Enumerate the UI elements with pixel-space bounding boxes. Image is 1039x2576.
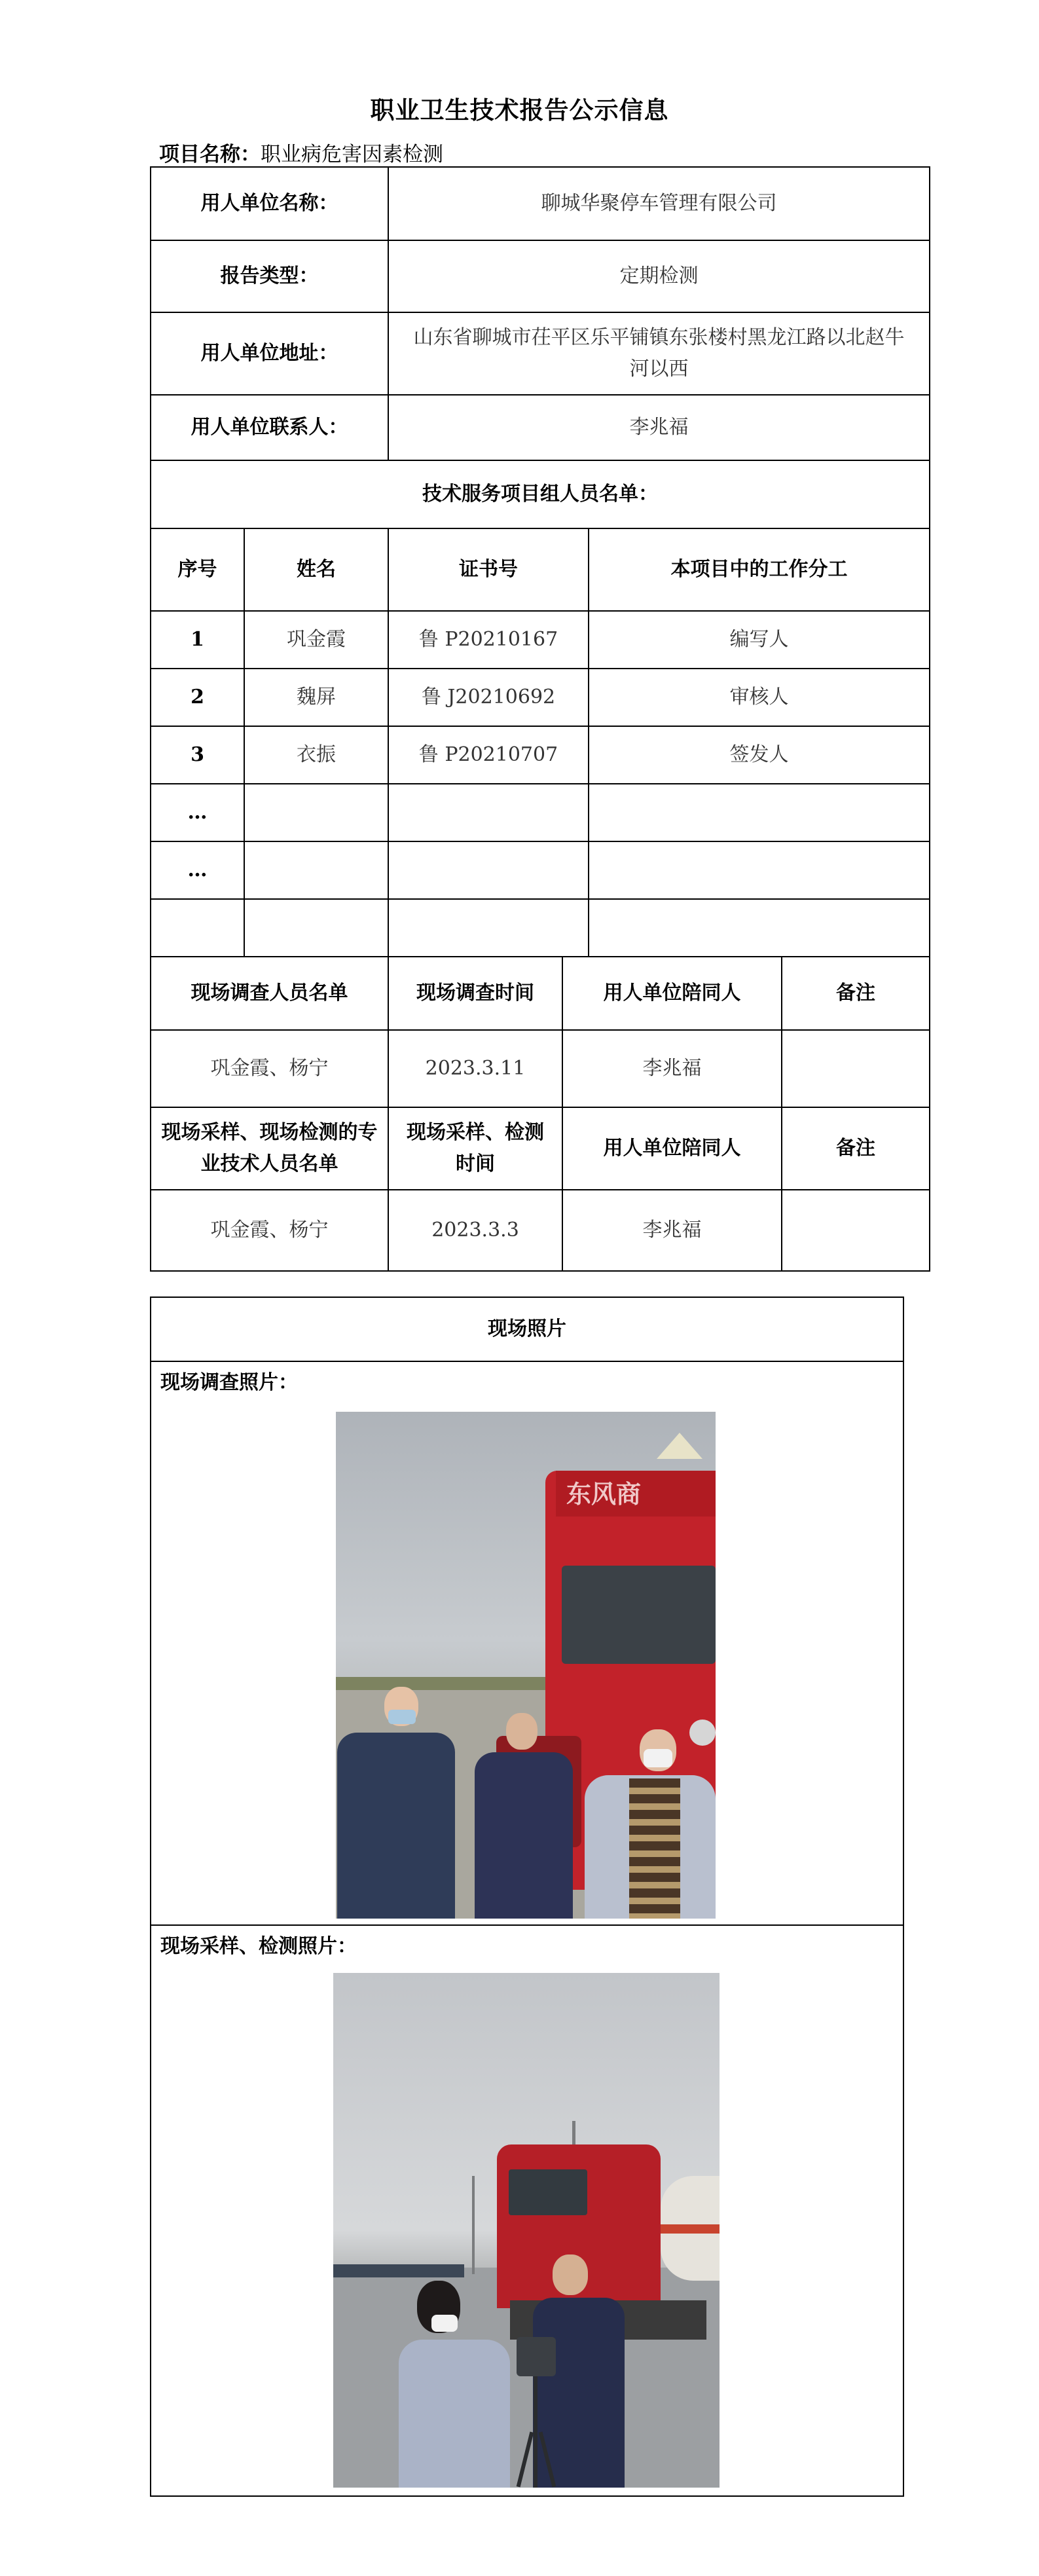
survey-staff-value: 巩金霞、杨宁 [151, 1030, 388, 1107]
sampling-note-value [782, 1190, 930, 1271]
team-row-cert [388, 841, 589, 899]
survey-note-value [782, 1030, 930, 1107]
team-row-no: … [151, 841, 244, 899]
team-row-cert: 鲁 J20210692 [388, 669, 589, 726]
sampling-escort-value: 李兆福 [562, 1190, 782, 1271]
team-row-no: … [151, 784, 244, 841]
team-row-name [244, 841, 388, 899]
project-value: 职业病危害因素检测 [261, 143, 443, 166]
employer-name-value: 聊城华聚停车管理有限公司 [388, 167, 930, 240]
sampling-col-time: 现场采样、检测时间 [388, 1107, 562, 1190]
survey-time-value: 2023.3.11 [388, 1030, 562, 1107]
report-type-label: 报告类型： [151, 240, 388, 312]
team-row-no: 2 [151, 669, 244, 726]
employer-contact-value: 李兆福 [388, 395, 930, 460]
survey-photo-label: 现场调查照片： [160, 1371, 298, 1394]
project-line [159, 138, 443, 167]
report-info-table [150, 166, 930, 1272]
table-row [151, 669, 930, 726]
employer-address-label: 用人单位地址： [151, 312, 388, 395]
team-row-role [589, 784, 930, 841]
table-row [151, 899, 930, 957]
team-row-no: 3 [151, 726, 244, 784]
table-row [151, 841, 930, 899]
team-row-name [244, 899, 388, 957]
sampling-col-staff: 现场采样、现场检测的专业技术人员名单 [151, 1107, 388, 1190]
report-type-value: 定期检测 [388, 240, 930, 312]
employer-name-label: 用人单位名称： [151, 167, 388, 240]
team-row-role: 编写人 [589, 611, 930, 669]
project-label: 项目名称： [159, 143, 261, 166]
table-row [151, 784, 930, 841]
team-row-name [244, 784, 388, 841]
survey-col-escort: 用人单位陪同人 [562, 957, 782, 1030]
survey-col-staff: 现场调查人员名单 [151, 957, 388, 1030]
team-heading: 技术服务项目组人员名单： [151, 460, 930, 528]
survey-col-note: 备注 [782, 957, 930, 1030]
survey-col-time: 现场调查时间 [388, 957, 562, 1030]
team-col-no: 序号 [151, 528, 244, 611]
team-row-no [151, 899, 244, 957]
sampling-photo-label: 现场采样、检测照片： [160, 1935, 357, 1958]
team-row-cert [388, 899, 589, 957]
team-row-cert: 鲁 P20210707 [388, 726, 589, 784]
team-row-role: 签发人 [589, 726, 930, 784]
team-row-role [589, 899, 930, 957]
employer-contact-label: 用人单位联系人： [151, 395, 388, 460]
team-row-no: 1 [151, 611, 244, 669]
team-row-name: 魏屏 [244, 669, 388, 726]
table-row [151, 611, 930, 669]
sampling-time-value: 2023.3.3 [388, 1190, 562, 1271]
sampling-col-escort: 用人单位陪同人 [562, 1107, 782, 1190]
employer-address-value: 山东省聊城市茌平区乐平铺镇东张楼村黑龙江路以北赵牛河以西 [388, 312, 930, 395]
table-row [151, 726, 930, 784]
sampling-photo-cell [151, 1925, 903, 2496]
page-title: 职业卫生技术报告公示信息 [370, 96, 669, 124]
team-row-cert: 鲁 P20210167 [388, 611, 589, 669]
team-col-role: 本项目中的工作分工 [589, 528, 930, 611]
team-row-role [589, 841, 930, 899]
team-row-name: 衣振 [244, 726, 388, 784]
survey-photo [336, 1412, 716, 1919]
sampling-staff-value: 巩金霞、杨宁 [151, 1190, 388, 1271]
sampling-photo [333, 1973, 720, 2488]
team-col-name: 姓名 [244, 528, 388, 611]
survey-photo-cell [151, 1361, 903, 1925]
team-col-cert: 证书号 [388, 528, 589, 611]
team-row-name: 巩金霞 [244, 611, 388, 669]
truck-sign-text: 东风商 [566, 1480, 642, 1509]
site-photos-table [150, 1297, 904, 2497]
photos-heading: 现场照片 [151, 1297, 903, 1361]
survey-escort-value: 李兆福 [562, 1030, 782, 1107]
team-row-role: 审核人 [589, 669, 930, 726]
sampling-col-note: 备注 [782, 1107, 930, 1190]
team-row-cert [388, 784, 589, 841]
